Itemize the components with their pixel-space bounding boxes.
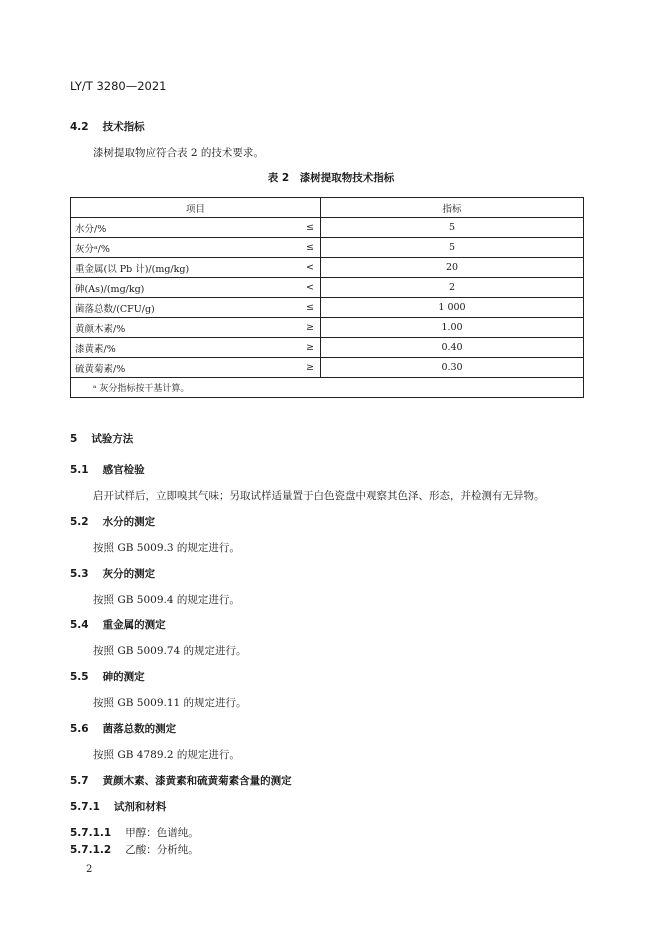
row-operator: < bbox=[291, 258, 321, 278]
row-value: 1 000 bbox=[321, 298, 584, 318]
spec-table bbox=[70, 197, 584, 398]
col-header-value: 指标 bbox=[321, 198, 584, 218]
row-item: 漆黄素/% bbox=[71, 338, 291, 358]
section-5-5-heading bbox=[70, 669, 145, 684]
section-5-1-heading bbox=[70, 462, 145, 477]
row-value: 5 bbox=[321, 218, 584, 238]
section-5-7-1-heading bbox=[70, 799, 166, 814]
section-5-3-text: 按照 GB 5009.4 的规定进行。 bbox=[93, 594, 240, 606]
section-title: 试验方法 bbox=[91, 433, 134, 445]
section-5-7-1-2 bbox=[70, 842, 199, 857]
row-operator: < bbox=[291, 278, 321, 298]
section-number: 5.7.1 bbox=[70, 801, 100, 813]
section-number: 5.7.1.1 bbox=[70, 827, 112, 839]
row-item: 砷(As)/(mg/kg) bbox=[71, 278, 291, 298]
section-number: 5.6 bbox=[70, 723, 89, 735]
section-title: 菌落总数的测定 bbox=[102, 723, 177, 735]
row-item: 灰分ᵃ/% bbox=[71, 238, 291, 258]
row-value: 0.30 bbox=[321, 358, 584, 378]
section-title: 感官检验 bbox=[102, 464, 145, 476]
section-number: 5.3 bbox=[70, 568, 89, 580]
section-title: 试剂和材料 bbox=[113, 801, 167, 813]
table-row bbox=[71, 258, 584, 278]
section-5-4-heading bbox=[70, 617, 166, 632]
page-number: 2 bbox=[86, 864, 93, 875]
standard-code: LY/T 3280—2021 bbox=[70, 79, 167, 93]
table-row bbox=[71, 298, 584, 318]
section-text: 乙酸：分析纯。 bbox=[125, 844, 199, 856]
section-title: 重金属的测定 bbox=[102, 619, 166, 631]
row-item: 黄颜木素/% bbox=[71, 318, 291, 338]
table-footnote-row bbox=[71, 378, 584, 398]
section-5-7-heading bbox=[70, 773, 292, 788]
section-number: 5 bbox=[70, 433, 78, 445]
row-value: 5 bbox=[321, 238, 584, 258]
row-value: 0.40 bbox=[321, 338, 584, 358]
table-row bbox=[71, 218, 584, 238]
table-row bbox=[71, 338, 584, 358]
table-row bbox=[71, 238, 584, 258]
col-header-item: 项目 bbox=[71, 198, 321, 218]
row-operator: ≥ bbox=[291, 338, 321, 358]
section-5-2-heading bbox=[70, 514, 155, 529]
section-4-2-heading bbox=[70, 119, 145, 134]
section-number: 5.5 bbox=[70, 671, 89, 683]
row-item: 水分/% bbox=[71, 218, 291, 238]
row-value: 1.00 bbox=[321, 318, 584, 338]
table-footnote: ᵃ 灰分指标按干基计算。 bbox=[71, 378, 584, 398]
section-number: 5.7 bbox=[70, 775, 89, 787]
section-number: 5.4 bbox=[70, 619, 89, 631]
section-5-2-text: 按照 GB 5009.3 的规定进行。 bbox=[93, 542, 240, 554]
section-title: 砷的测定 bbox=[102, 671, 145, 683]
section-5-1-text: 启开试样后，立即嗅其气味；另取试样适量置于白色瓷盘中观察其色泽、形态，并检测有无异物。 bbox=[93, 490, 545, 502]
section-number: 4.2 bbox=[70, 121, 89, 133]
row-operator: ≤ bbox=[291, 238, 321, 258]
section-title: 灰分的测定 bbox=[102, 568, 156, 580]
row-value: 2 bbox=[321, 278, 584, 298]
section-title: 黄颜木素、漆黄素和硫黄菊素含量的测定 bbox=[102, 775, 292, 787]
section-number: 5.7.1.2 bbox=[70, 844, 112, 856]
section-5-5-text: 按照 GB 5009.11 的规定进行。 bbox=[93, 697, 247, 709]
section-title: 技术指标 bbox=[102, 121, 145, 133]
section-5-4-text: 按照 GB 5009.74 的规定进行。 bbox=[93, 645, 247, 657]
row-operator: ≥ bbox=[291, 358, 321, 378]
table-caption: 表 2 漆树提取物技术指标 bbox=[267, 172, 395, 184]
section-5-heading bbox=[70, 431, 133, 446]
section-number: 5.1 bbox=[70, 464, 89, 476]
table-row bbox=[71, 278, 584, 298]
row-item: 硫黄菊素/% bbox=[71, 358, 291, 378]
section-5-3-heading bbox=[70, 566, 155, 581]
row-operator: ≤ bbox=[291, 298, 321, 318]
row-operator: ≤ bbox=[291, 218, 321, 238]
section-text: 甲醇：色谱纯。 bbox=[125, 827, 199, 839]
section-5-6-text: 按照 GB 4789.2 的规定进行。 bbox=[93, 749, 240, 761]
row-item: 菌落总数/(CFU/g) bbox=[71, 298, 291, 318]
section-4-2-text: 漆树提取物应符合表 2 的技术要求。 bbox=[93, 147, 264, 159]
section-5-7-1-1 bbox=[70, 825, 199, 840]
section-title: 水分的测定 bbox=[102, 516, 156, 528]
table-row bbox=[71, 318, 584, 338]
section-5-6-heading bbox=[70, 721, 176, 736]
section-number: 5.2 bbox=[70, 516, 89, 528]
row-value: 20 bbox=[321, 258, 584, 278]
table-header-row bbox=[71, 198, 584, 218]
row-operator: ≥ bbox=[291, 318, 321, 338]
table-row bbox=[71, 358, 584, 378]
row-item: 重金属(以 Pb 计)/(mg/kg) bbox=[71, 258, 291, 278]
